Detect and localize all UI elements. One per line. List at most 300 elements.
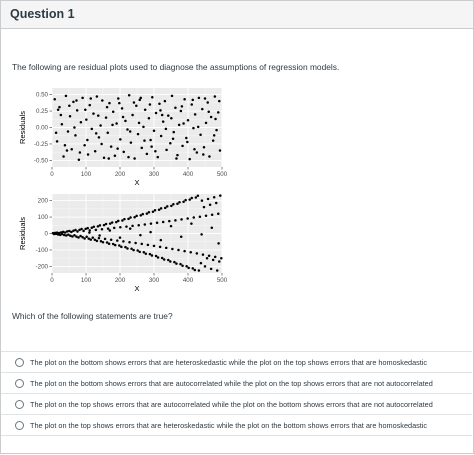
data-point xyxy=(148,117,151,120)
data-point xyxy=(149,139,152,142)
data-point xyxy=(162,120,165,123)
answer-label: The plot on the top shows errors that are autocorrelated while the plot on the bottom shows errors that are not autocorrelated xyxy=(30,399,433,409)
data-point xyxy=(56,140,59,143)
data-point xyxy=(151,96,154,99)
data-point xyxy=(210,268,213,271)
data-point xyxy=(125,225,128,228)
data-point xyxy=(171,95,174,98)
x-tick-label: 200 xyxy=(114,277,126,284)
data-point xyxy=(158,103,161,106)
data-point xyxy=(110,239,113,242)
y-axis-title: Residuals xyxy=(18,217,27,250)
data-point xyxy=(185,265,188,268)
data-point xyxy=(108,242,111,245)
data-point xyxy=(181,105,184,108)
data-point xyxy=(153,130,156,133)
data-point xyxy=(90,97,93,100)
data-point xyxy=(194,269,197,272)
data-point xyxy=(203,146,206,149)
data-point xyxy=(218,260,221,263)
data-point xyxy=(154,209,157,212)
data-point xyxy=(64,144,67,147)
data-point xyxy=(76,230,79,233)
data-point xyxy=(160,135,163,138)
data-point xyxy=(198,269,201,272)
data-point xyxy=(94,150,97,153)
data-point xyxy=(152,211,155,214)
data-point xyxy=(113,227,116,230)
data-point xyxy=(72,101,75,104)
data-point xyxy=(206,257,209,260)
data-point xyxy=(198,97,201,100)
data-point xyxy=(199,215,202,218)
radio-button[interactable] xyxy=(15,421,24,430)
data-point xyxy=(79,151,82,154)
data-point xyxy=(114,155,117,158)
data-point xyxy=(106,106,109,109)
data-point xyxy=(95,132,98,135)
data-point xyxy=(118,102,121,105)
y-tick-label: 0 xyxy=(44,230,48,238)
data-point xyxy=(69,115,72,118)
data-point xyxy=(119,236,122,239)
data-point xyxy=(169,260,172,263)
data-point xyxy=(158,209,161,212)
data-point xyxy=(183,98,186,101)
data-point xyxy=(181,265,184,268)
y-tick-label: 200 xyxy=(37,197,48,205)
data-point xyxy=(101,228,104,231)
data-point xyxy=(120,246,123,249)
data-point xyxy=(138,251,141,254)
data-point xyxy=(108,102,111,105)
data-point xyxy=(214,118,217,121)
data-point xyxy=(219,194,222,197)
data-point xyxy=(156,156,159,159)
data-point xyxy=(156,222,159,225)
data-point xyxy=(217,213,220,216)
question-header xyxy=(0,0,474,29)
data-point xyxy=(200,233,203,236)
data-point xyxy=(162,221,165,223)
data-point xyxy=(104,238,107,241)
data-point xyxy=(163,258,166,261)
data-point xyxy=(201,108,204,111)
data-point xyxy=(146,153,149,156)
data-point xyxy=(109,229,112,232)
data-point xyxy=(174,219,177,222)
data-point xyxy=(150,145,153,148)
data-point xyxy=(182,122,185,125)
data-point xyxy=(165,128,168,131)
data-point xyxy=(60,114,63,117)
data-point xyxy=(194,113,197,116)
data-point xyxy=(159,246,162,249)
data-point xyxy=(166,205,169,208)
data-point xyxy=(212,259,215,262)
data-point xyxy=(148,211,151,214)
data-point xyxy=(132,249,135,252)
data-point xyxy=(207,198,210,201)
data-point xyxy=(117,97,120,100)
data-point xyxy=(216,269,219,272)
data-point xyxy=(168,220,171,223)
data-point xyxy=(114,244,117,247)
data-point xyxy=(143,251,146,254)
data-point xyxy=(102,241,105,244)
data-point xyxy=(119,138,122,141)
data-point xyxy=(220,257,223,260)
data-point xyxy=(170,205,173,208)
data-point xyxy=(167,114,170,117)
data-point xyxy=(190,197,193,200)
x-tick-label: 200 xyxy=(114,171,126,178)
data-point xyxy=(93,226,96,229)
data-point xyxy=(135,215,138,218)
data-point xyxy=(92,112,95,115)
data-point xyxy=(107,227,110,230)
y-axis-title: Residuals xyxy=(18,111,27,144)
question-prompt: Which of the following statements are true? xyxy=(12,311,173,321)
data-point xyxy=(128,94,131,97)
data-point xyxy=(200,262,203,265)
data-point xyxy=(53,98,56,101)
data-point xyxy=(211,226,214,229)
data-point xyxy=(139,97,142,100)
data-point xyxy=(65,95,68,98)
y-tick-label: 0.00 xyxy=(35,124,48,132)
data-point xyxy=(108,157,111,160)
data-point xyxy=(105,223,108,226)
x-tick-label: 500 xyxy=(216,171,228,178)
x-tick-label: 500 xyxy=(216,277,228,284)
data-point xyxy=(151,254,154,257)
data-point xyxy=(195,196,198,199)
data-point xyxy=(82,230,85,233)
data-point xyxy=(77,236,80,239)
data-point xyxy=(212,139,215,142)
data-point xyxy=(122,240,125,243)
data-point xyxy=(133,101,136,104)
data-point xyxy=(209,203,212,206)
data-point xyxy=(172,131,175,134)
residual-plot-bottom xyxy=(0,190,240,300)
x-tick-label: 400 xyxy=(182,277,194,284)
data-point xyxy=(122,151,125,154)
data-point xyxy=(178,201,181,204)
data-point xyxy=(137,224,140,227)
data-point xyxy=(85,236,88,239)
data-point xyxy=(143,139,146,142)
data-point xyxy=(127,156,130,159)
data-point xyxy=(183,250,186,253)
data-point xyxy=(98,136,101,139)
x-axis-title: X xyxy=(134,284,140,293)
x-axis-title: X xyxy=(134,178,140,187)
data-point xyxy=(204,97,207,100)
data-point xyxy=(144,223,147,226)
data-point xyxy=(165,149,168,152)
question-title: Question 1 xyxy=(10,7,75,21)
data-point xyxy=(122,116,125,119)
data-point xyxy=(208,155,211,158)
data-point xyxy=(86,139,89,142)
data-point xyxy=(129,227,132,230)
data-point xyxy=(180,236,183,239)
answer-label: The plot on the top shows errors that are heteroskedastic while the plot on the bottom shows errors that are homoskedastic xyxy=(30,420,428,430)
data-point xyxy=(211,213,214,216)
data-point xyxy=(204,265,207,268)
answer-label: The plot on the bottom shows errors that are autocorrelated while the plot on the top shows errors that are not autocorrelated xyxy=(30,378,433,388)
data-point xyxy=(181,145,184,148)
data-point xyxy=(78,159,81,162)
data-point xyxy=(157,256,160,259)
question-intro: The following are residual plots used to diagnose the assumptions of regression models. xyxy=(12,62,340,72)
data-point xyxy=(159,109,162,112)
data-point xyxy=(135,105,138,108)
radio-button[interactable] xyxy=(15,379,24,388)
answer-option[interactable] xyxy=(1,414,472,436)
data-point xyxy=(128,241,131,244)
data-point xyxy=(193,216,196,219)
data-point xyxy=(136,249,139,252)
data-point xyxy=(172,203,175,206)
data-point xyxy=(147,244,150,247)
data-point xyxy=(90,238,93,241)
data-point xyxy=(80,228,83,231)
data-point xyxy=(141,147,144,150)
data-point xyxy=(87,153,90,156)
data-point xyxy=(105,116,108,119)
data-point xyxy=(142,126,145,129)
data-point xyxy=(75,99,78,102)
data-point xyxy=(138,122,141,125)
residual-plot-top xyxy=(0,84,240,188)
data-point xyxy=(96,95,99,98)
y-tick-label: -0.50 xyxy=(33,157,48,165)
answer-list xyxy=(1,351,472,436)
data-point xyxy=(84,108,87,111)
data-point xyxy=(180,110,183,113)
data-point xyxy=(205,122,208,125)
data-point xyxy=(172,137,175,140)
data-point xyxy=(210,116,213,119)
data-point xyxy=(155,112,158,115)
data-point xyxy=(170,117,173,120)
data-point xyxy=(165,247,168,250)
data-point xyxy=(129,216,132,219)
data-point xyxy=(190,222,193,225)
data-point xyxy=(70,148,73,151)
data-point xyxy=(117,220,120,223)
x-tick-label: 0 xyxy=(50,171,54,178)
data-point xyxy=(176,154,179,157)
data-point xyxy=(154,150,157,153)
data-point xyxy=(192,267,195,270)
data-point xyxy=(201,199,204,202)
data-point xyxy=(81,97,84,100)
data-point xyxy=(175,262,178,265)
data-point xyxy=(161,257,164,260)
data-point xyxy=(160,239,163,242)
data-point xyxy=(214,256,217,259)
data-point xyxy=(192,99,195,102)
data-point xyxy=(197,195,200,198)
data-point xyxy=(186,217,189,220)
data-point xyxy=(215,202,218,205)
data-point xyxy=(107,132,110,135)
data-point xyxy=(171,248,174,251)
data-point xyxy=(187,267,190,270)
data-point xyxy=(213,196,216,199)
data-point xyxy=(131,114,134,117)
x-tick-label: 0 xyxy=(50,277,54,284)
data-point xyxy=(175,157,178,160)
data-point xyxy=(218,100,221,103)
data-point xyxy=(66,149,69,152)
data-point xyxy=(110,145,113,148)
data-point xyxy=(131,225,134,228)
data-point xyxy=(174,107,177,110)
x-tick-label: 300 xyxy=(148,171,160,178)
data-point xyxy=(115,122,118,125)
data-point xyxy=(86,227,89,230)
data-point xyxy=(196,151,199,154)
data-point xyxy=(68,105,71,108)
data-point xyxy=(124,120,127,123)
y-tick-label: 0.25 xyxy=(35,108,48,116)
data-point xyxy=(206,101,209,104)
data-point xyxy=(178,124,181,127)
data-point xyxy=(129,130,132,133)
data-point xyxy=(74,229,77,232)
data-point xyxy=(85,118,88,121)
data-point xyxy=(188,198,191,201)
data-point xyxy=(217,111,220,114)
data-point xyxy=(83,237,86,240)
data-point xyxy=(95,229,98,232)
radio-button[interactable] xyxy=(15,400,24,409)
data-point xyxy=(192,127,195,129)
radio-button[interactable] xyxy=(15,358,24,367)
data-point xyxy=(121,107,124,110)
data-point xyxy=(170,225,173,228)
data-point xyxy=(142,213,145,216)
data-point xyxy=(58,106,61,109)
data-point xyxy=(173,261,176,264)
data-point xyxy=(150,222,153,225)
data-point xyxy=(205,214,208,217)
data-point xyxy=(144,108,147,111)
data-point xyxy=(119,226,122,229)
data-point xyxy=(145,252,148,255)
data-point xyxy=(111,124,114,127)
data-point xyxy=(73,126,76,129)
data-point xyxy=(97,114,100,117)
answer-label: The plot on the bottom shows errors that are heteroskedastic while the plot on the top shows errors that are homoskedastic xyxy=(30,357,428,367)
data-point xyxy=(167,259,170,262)
y-tick-label: -100 xyxy=(35,246,48,254)
data-point xyxy=(126,247,129,250)
data-point xyxy=(92,236,95,239)
data-point xyxy=(134,242,137,245)
data-point xyxy=(111,221,114,224)
data-point xyxy=(180,218,183,221)
data-point xyxy=(208,254,211,257)
data-point xyxy=(217,242,220,245)
data-point xyxy=(99,124,102,127)
data-point xyxy=(203,206,206,209)
data-point xyxy=(196,252,199,255)
data-point xyxy=(99,224,102,227)
y-tick-label: 0.50 xyxy=(35,91,48,99)
data-point xyxy=(190,103,193,106)
data-point xyxy=(74,134,77,137)
y-tick-label: -0.25 xyxy=(33,140,48,148)
data-point xyxy=(149,253,152,256)
data-point xyxy=(202,153,205,156)
data-point xyxy=(213,134,216,137)
data-point xyxy=(88,104,91,107)
data-point xyxy=(214,95,217,98)
data-point xyxy=(207,110,210,113)
y-tick-label: -200 xyxy=(35,263,48,271)
answer-option[interactable] xyxy=(1,393,472,414)
data-point xyxy=(123,218,126,221)
data-point xyxy=(112,110,115,113)
data-point xyxy=(98,237,101,240)
data-point xyxy=(57,108,60,111)
data-point xyxy=(133,157,136,160)
data-point xyxy=(55,132,58,135)
data-point xyxy=(176,202,179,205)
data-point xyxy=(100,143,103,146)
answer-option[interactable] xyxy=(1,351,472,372)
answer-option[interactable] xyxy=(1,372,472,393)
data-point xyxy=(80,121,83,124)
data-point xyxy=(139,234,142,237)
data-point xyxy=(193,148,196,151)
data-point xyxy=(116,239,119,242)
data-point xyxy=(88,231,91,234)
data-point xyxy=(219,149,222,152)
data-point xyxy=(62,155,64,158)
data-point xyxy=(149,231,152,234)
x-tick-label: 400 xyxy=(182,171,194,178)
data-point xyxy=(179,263,182,266)
data-point xyxy=(215,129,218,132)
data-point xyxy=(202,253,205,256)
data-point xyxy=(130,141,133,144)
data-point xyxy=(184,199,187,202)
data-point xyxy=(126,128,129,131)
data-point xyxy=(137,133,140,136)
data-point xyxy=(101,99,104,102)
data-point xyxy=(91,128,94,131)
x-tick-label: 100 xyxy=(80,171,92,178)
data-point xyxy=(149,103,152,106)
data-point xyxy=(67,130,70,133)
y-tick-label: 100 xyxy=(37,214,48,222)
data-point xyxy=(185,137,188,140)
data-point xyxy=(98,234,101,237)
data-point xyxy=(177,249,180,252)
x-tick-label: 100 xyxy=(80,277,92,284)
data-point xyxy=(169,142,172,145)
data-point xyxy=(189,251,192,254)
data-point xyxy=(188,158,191,161)
data-point xyxy=(161,114,164,117)
